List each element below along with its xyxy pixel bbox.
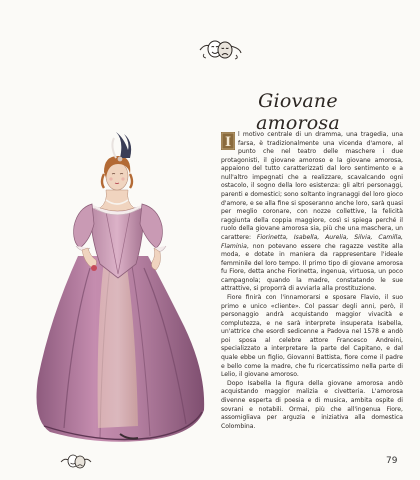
paragraph: Fiore finirà con l'innamorarsi e sposare Flavio, il suo primo e unico «cliente». Col passar degli anni, però, il personaggio andrà acquistando maggior vivacità e complutezza, e ne sarà interprete insuperata Isabella, un'attrice che esordì sedicenne a Padova nel 1578 e andò poi sposa al celebre attore Francesco Andreini, specializzato a interpretare la parte del Capitano, e dal quale ebbe un figlio, Giovanni Battista, fiore come il padre e bello come la madre, che fu ricercatissimo nella parte di Lelio, il giovane amoroso. <box>221 293 403 379</box>
svg-text:I: I <box>224 135 232 150</box>
theater-masks-icon <box>198 38 242 60</box>
page-number: 79 <box>386 456 398 466</box>
page-title: Giovane amorosa <box>256 90 340 134</box>
article-body <box>221 131 403 431</box>
paragraph: l motivo centrale di un dramma, una tragedia, una farsa, è tradizionalmente una vicenda d'amore, al punto che nel teatro delle maschere i due protagonisti, il giovane amoroso e la giovane amorosa, appaiono del tutto caratterizzati dal loro sentimento e a null'altro impegnati che a realizzare, scavalcando ogni ostacolo, il sogno della loro esistenza: gli altri personaggi, parenti e domestici; sono soltanto ingranaggi del loro gioco d'amore, e se alla fine si sposeranno anche loro, sarà quasi per meglio coronare, con nozze collettive, la felicità raggiunta della coppia maggiore, così si spiega perché il ruolo della giovane amorosa sia, più che una maschera, un carattere: Fiorinetta, Isabella, Aurelia, Silvia, Camilla, Flaminia, non potevano essere che ragazze vestite alla moda, e dotate in maniera da rappresentare l'ideale femminile del loro tempo. Il primo tipo di giovane amorosa fu Fiore, detta anche Fiorinetta, ingenua, virtuosa, un poco campagnola; quando la madre, constatando le sue attrattive, si proporrà di avviarla alla prostituzione. <box>221 131 403 293</box>
theater-masks-icon <box>60 452 92 470</box>
dropcap-initial <box>221 132 235 150</box>
woman-baroque-dress-illustration <box>20 128 216 450</box>
paragraph: Dopo Isabella la figura della giovane amorosa andò acquistando maggior malizia e civetteria. L'amorosa divenne esperta di poesia e di musica, ambita ospite di sovrani e notabili. Ormai, più che all'ingenua Fiore, assomigliava per arguzia e iniziativa alla domestica Colombina. <box>221 379 403 430</box>
